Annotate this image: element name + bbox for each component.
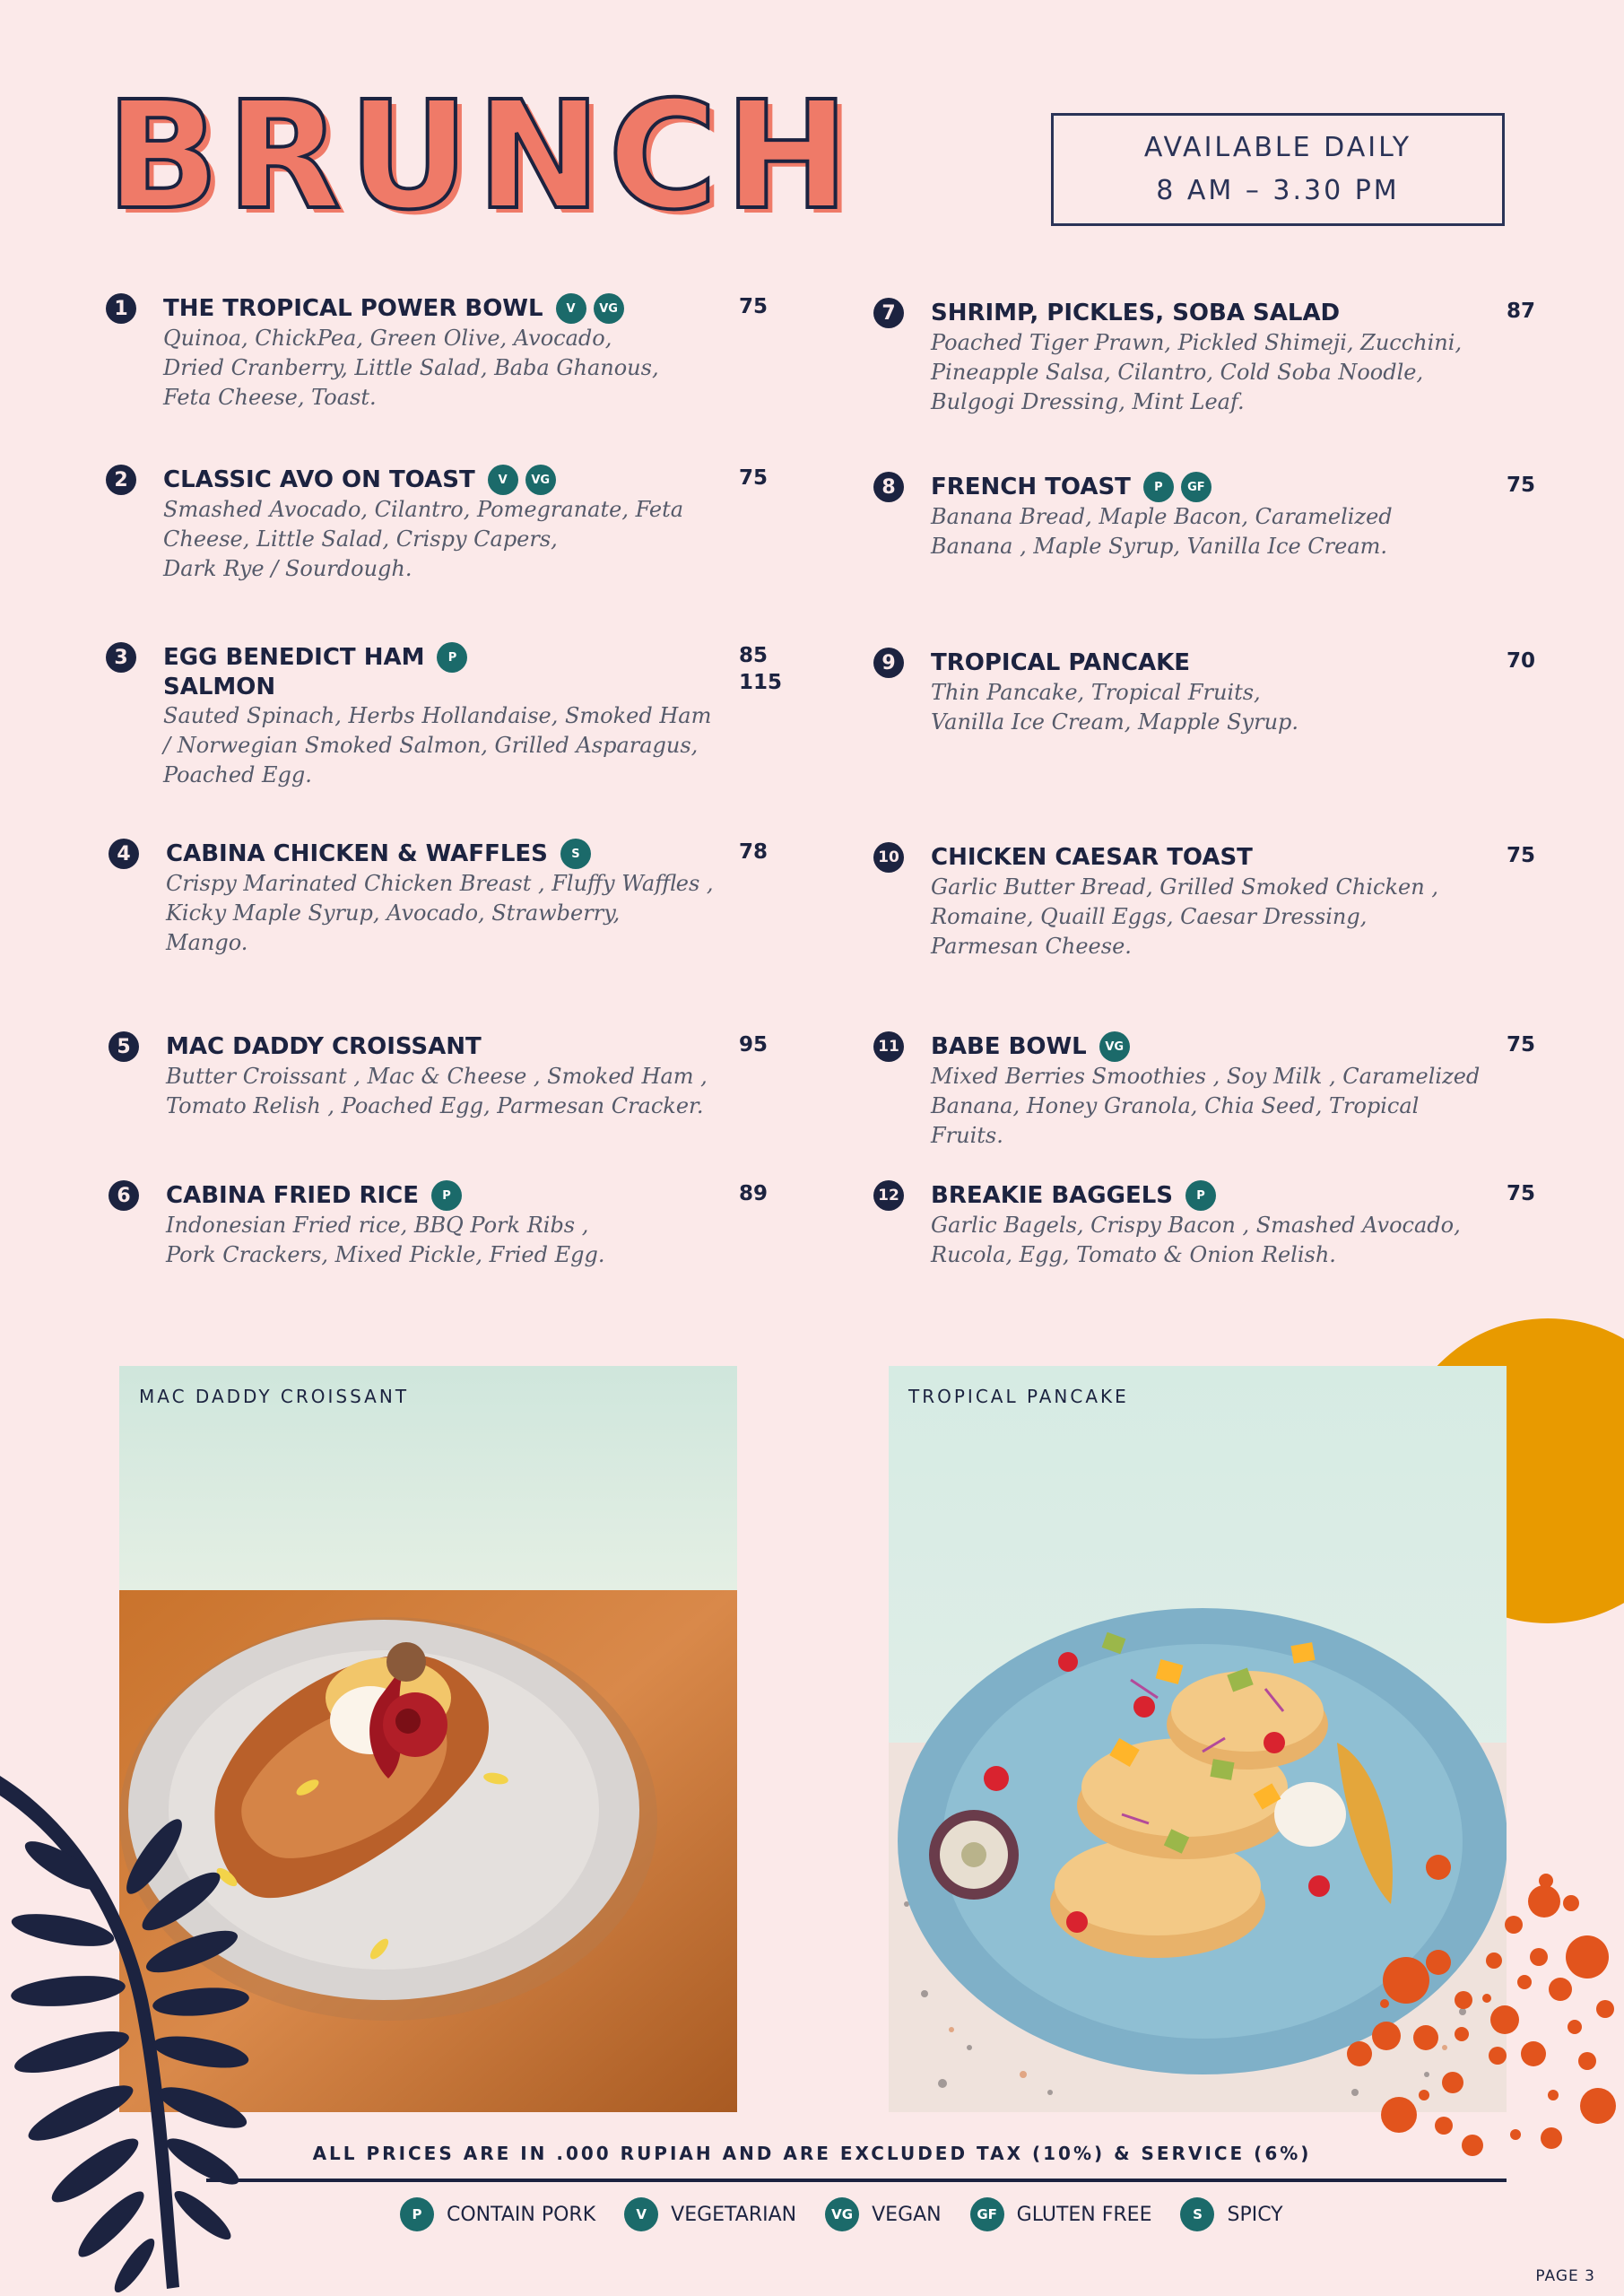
item-number: 7 — [873, 298, 904, 328]
item-number: 11 — [873, 1031, 904, 1062]
pork-badge: P — [1143, 472, 1174, 502]
item-name: CLASSIC AVO ON TOAST — [163, 466, 475, 493]
item-price: 85 — [739, 644, 769, 667]
decorative-leaf-branch — [0, 1767, 269, 2296]
availability-hours: 8 AM – 3.30 PM — [1156, 175, 1400, 206]
availability-days: AVAILABLE DAILY — [1143, 132, 1412, 163]
spicy-badge: S — [1180, 2197, 1214, 2231]
legend-label: VEGETARIAN — [671, 2203, 797, 2226]
page-number: PAGE 3 — [1535, 2267, 1595, 2285]
menu-item-2 — [114, 465, 791, 584]
item-description: Smashed Avocado, Cilantro, Pomegranate, Feta Cheese, Little Salad, Crispy Capers, Dark Rye / Sourdough. — [163, 497, 684, 581]
item-number: 2 — [106, 465, 136, 495]
item-price: 89 — [739, 1182, 769, 1205]
tax-note: ALL PRICES ARE IN .000 RUPIAH AND ARE EXCLUDED TAX (10%) & SERVICE (6%) — [312, 2143, 1312, 2164]
vegan-badge: VG — [825, 2197, 859, 2231]
legend-label: CONTAIN PORK — [447, 2203, 596, 2226]
item-price: 75 — [739, 295, 769, 318]
item-price: 70 — [1507, 649, 1536, 673]
item-price-variant: 115 — [739, 671, 783, 694]
menu-item-5 — [117, 1031, 794, 1121]
item-number: 6 — [109, 1180, 139, 1211]
legend-spicy — [1180, 2197, 1282, 2231]
item-name: MAC DADDY CROISSANT — [166, 1033, 482, 1060]
item-description: Sauted Spinach, Herbs Hollandaise, Smoked Ham / Norwegian Smoked Salmon, Grilled Asparagus, Poached Egg. — [163, 703, 712, 787]
decorative-orange-dots — [1345, 1830, 1624, 2170]
item-name: EGG BENEDICT HAM — [163, 644, 425, 671]
vegan-badge: VG — [594, 293, 624, 324]
pork-badge: P — [431, 1180, 462, 1211]
item-name: FRENCH TOAST — [931, 474, 1131, 500]
menu-item-7 — [881, 298, 1559, 417]
dietary-legend — [400, 2197, 1283, 2231]
item-price: 78 — [739, 840, 769, 864]
menu-item-12 — [878, 1180, 1559, 1270]
pork-badge: P — [1185, 1180, 1216, 1211]
menu-item-4 — [117, 839, 794, 958]
menu-item-10 — [878, 842, 1559, 961]
item-price: 75 — [1507, 1182, 1536, 1205]
menu-item-11 — [878, 1031, 1559, 1151]
vegan-badge: VG — [525, 465, 556, 495]
item-name: SHRIMP, PICKLES, SOBA SALAD — [931, 300, 1341, 326]
legend-vegetarian — [624, 2197, 796, 2231]
item-name: CABINA FRIED RICE — [166, 1182, 420, 1209]
legend-label: GLUTEN FREE — [1016, 2203, 1152, 2226]
item-name: THE TROPICAL POWER BOWL — [163, 295, 543, 322]
photo-label: TROPICAL PANCAKE — [908, 1386, 1129, 1407]
item-name: BABE BOWL — [931, 1033, 1087, 1060]
item-price: 75 — [1507, 474, 1536, 497]
gluten-free-badge: GF — [1181, 472, 1211, 502]
item-description: Poached Tiger Prawn, Pickled Shimeji, Zucchini, Pineapple Salsa, Cilantro, Cold Soba Noodle, Bulgogi Dressing, Mint Leaf. — [931, 330, 1463, 414]
item-price: 95 — [739, 1033, 769, 1057]
item-price: 87 — [1507, 300, 1536, 323]
item-description: Garlic Butter Bread, Grilled Smoked Chicken , Romaine, Quaill Eggs, Caesar Dressing, Parmesan Cheese. — [931, 874, 1438, 959]
item-description: Garlic Bagels, Crispy Bacon , Smashed Avocado, Rucola, Egg, Tomato & Onion Relish. — [931, 1213, 1461, 1267]
footer-divider — [206, 2179, 1507, 2182]
item-price: 75 — [739, 466, 769, 490]
item-description: Butter Croissant , Mac & Cheese , Smoked Ham , Tomato Relish , Poached Egg, Parmesan Cracker. — [166, 1064, 708, 1118]
vegetarian-badge: V — [556, 293, 586, 324]
item-description: Banana Bread, Maple Bacon, Caramelized Banana , Maple Syrup, Vanilla Ice Cream. — [931, 504, 1393, 559]
item-number: 9 — [873, 648, 904, 678]
item-name: CHICKEN CAESAR TOAST — [931, 844, 1253, 871]
legend-label: SPICY — [1227, 2203, 1283, 2226]
item-number: 4 — [109, 839, 139, 869]
item-description: Quinoa, ChickPea, Green Olive, Avocado, Dried Cranberry, Little Salad, Baba Ghanous, Feta Cheese, Toast. — [163, 326, 659, 410]
page-title: BRUNCH — [106, 70, 856, 243]
item-number: 10 — [873, 842, 904, 873]
menu-item-8 — [881, 472, 1559, 561]
item-description: Crispy Marinated Chicken Breast , Fluffy Waffles , Kicky Maple Syrup, Avocado, Strawberry, Mango. — [166, 871, 714, 955]
item-description: Thin Pancake, Tropical Fruits, Vanilla Ice Cream, Mapple Syrup. — [931, 680, 1299, 735]
menu-item-3 — [114, 642, 791, 790]
photo-label: MAC DADDY CROISSANT — [139, 1386, 410, 1407]
item-description: Indonesian Fried rice, BBQ Pork Ribs , Pork Crackers, Mixed Pickle, Fried Egg. — [166, 1213, 605, 1267]
legend-label: VEGAN — [872, 2203, 942, 2226]
vegan-badge: VG — [1099, 1031, 1130, 1062]
item-number: 3 — [106, 642, 136, 673]
vegetarian-badge: V — [488, 465, 518, 495]
menu-item-6 — [117, 1180, 794, 1270]
availability-box — [1051, 113, 1505, 226]
legend-pork — [400, 2197, 595, 2231]
pork-badge: P — [400, 2197, 434, 2231]
legend-vegan — [825, 2197, 942, 2231]
item-name: CABINA CHICKEN & WAFFLES — [166, 840, 548, 867]
item-price: 75 — [1507, 844, 1536, 867]
item-name-variant: SALMON — [163, 674, 276, 700]
item-number: 5 — [109, 1031, 139, 1062]
item-number: 12 — [873, 1180, 904, 1211]
item-description: Mixed Berries Smoothies , Soy Milk , Caramelized Banana, Honey Granola, Chia Seed, Tropical Fruits. — [931, 1064, 1481, 1148]
gluten-free-badge: GF — [970, 2197, 1004, 2231]
item-number: 1 — [106, 293, 136, 324]
menu-item-1 — [114, 293, 791, 413]
item-name: TROPICAL PANCAKE — [931, 649, 1191, 676]
menu-item-9 — [881, 648, 1559, 737]
pork-badge: P — [437, 642, 467, 673]
vegetarian-badge: V — [624, 2197, 658, 2231]
item-number: 8 — [873, 472, 904, 502]
item-price: 75 — [1507, 1033, 1536, 1057]
legend-gluten-free — [970, 2197, 1152, 2231]
spicy-badge: S — [560, 839, 591, 869]
item-name: BREAKIE BAGGELS — [931, 1182, 1174, 1209]
